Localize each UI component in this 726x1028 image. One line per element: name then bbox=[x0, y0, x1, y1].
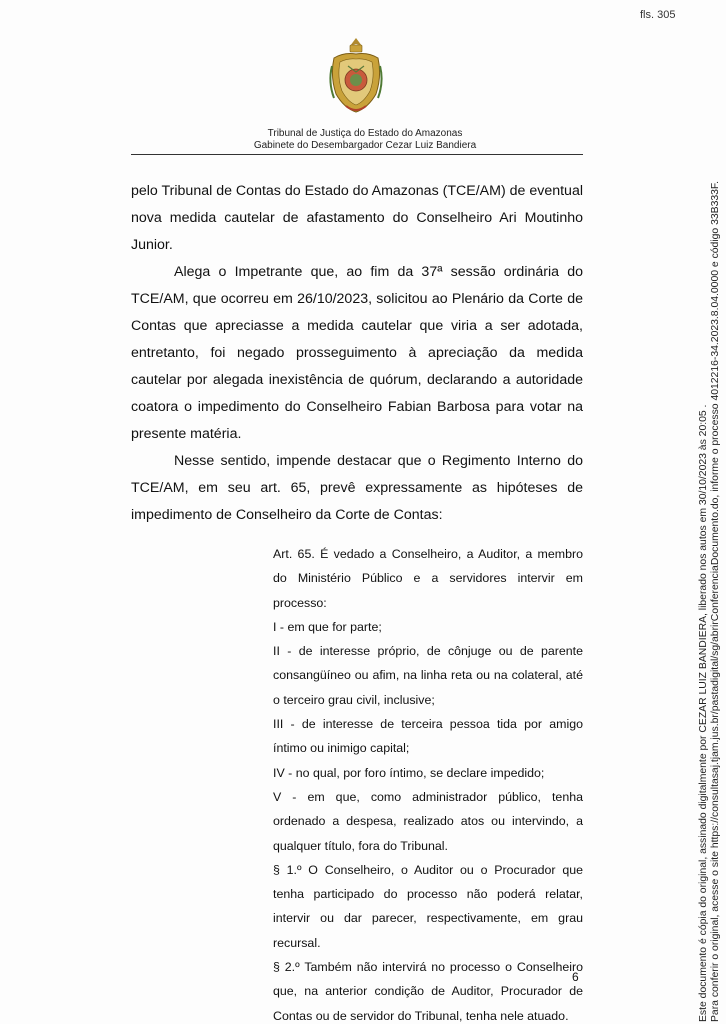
side-margin bbox=[670, 0, 726, 1024]
legal-citation bbox=[273, 542, 583, 1028]
item-iii: III - de interesse de terceira pessoa tida por amigo íntimo ou inimigo capital; bbox=[273, 717, 583, 756]
article-heading: Art. 65. É vedado a Conselheiro, a Auditor, a membro do Ministério Público e a servidores intervir em processo: bbox=[273, 547, 583, 610]
court-name: Tribunal de Justiça do Estado do Amazonas bbox=[267, 128, 463, 139]
item-v: V - em que, como administrador público, tenha ordenado a despesa, realizado atos ou intervindo, a qualquer título, fora do Tribunal. bbox=[273, 789, 583, 853]
paragraph-1-clause: § 1.º O Conselheiro, o Auditor ou o Procurador que tenha participado do processo não poderá relatar, intervir ou dar parecer, respectivamente, em grau recursal. bbox=[273, 862, 583, 950]
item-iv: IV - no qual, por foro íntimo, se declare impedido; bbox=[273, 765, 545, 780]
paragraph-3: Nesse sentido, impende destacar que o Regimento Interno do TCE/AM, em seu art. 65, prevê expressamente as hipóteses de impedimento de Conselheiro da Corte de Contas: bbox=[131, 453, 583, 523]
court-header bbox=[160, 128, 570, 152]
folio-number: fls. 305 bbox=[640, 9, 676, 21]
paragraph-2-clause: § 2.º Também não intervirá no processo o Conselheiro que, na anterior condição de Auditor, Procurador de Contas ou de servidor do Tribunal, tenha nele atuado. bbox=[273, 960, 583, 1023]
page-number: 6 bbox=[572, 970, 579, 984]
paragraph-1: pelo Tribunal de Contas do Estado do Amazonas (TCE/AM) de eventual nova medida cautelar de afastamento do Conselheiro Ari Moutinho Junior. bbox=[131, 183, 583, 253]
signature-notice-line-1: Este documento é cópia do original, assinado digitalmente por CEZAR LUIZ BANDIERA, liberado nos autos em 30/10/2023 às 20:05 . bbox=[698, 404, 709, 1022]
body-text bbox=[131, 178, 583, 529]
item-ii: II - de interesse próprio, de cônjuge ou de parente consangüíneo ou afim, na linha reta ou na colateral, até o terceiro grau civil, inclusive; bbox=[273, 644, 583, 707]
signature-notice bbox=[698, 122, 721, 1022]
item-i: I - em que for parte; bbox=[273, 619, 382, 634]
paragraph-2: Alega o Impetrante que, ao fim da 37ª sessão ordinária do TCE/AM, que ocorreu em 26/10/2023, solicitou ao Plenário da Corte de Contas que apreciasse a medida cautelar que viria a ser adotada, entretanto, foi negado prosseguimento à apreciação da medida cautelar por alegada inexistência de quórum, declarando a autoridade coatora o impedimento do Conselheiro Fabian Barbosa para votar na presente matéria. bbox=[131, 264, 583, 442]
signature-notice-line-2: Para conferir o original, acesse o site https://consultasaj.tjam.jus.br/pastadigital/sg/abrirConferenciaDocumento.do, informe o processo 4012216-34.2023.8.04.0000 e código 33B333F. bbox=[709, 181, 721, 1022]
header-divider bbox=[131, 154, 583, 155]
court-crest-icon bbox=[326, 36, 386, 116]
chamber-name: Gabinete do Desembargador Cezar Luiz Bandiera bbox=[253, 140, 477, 151]
